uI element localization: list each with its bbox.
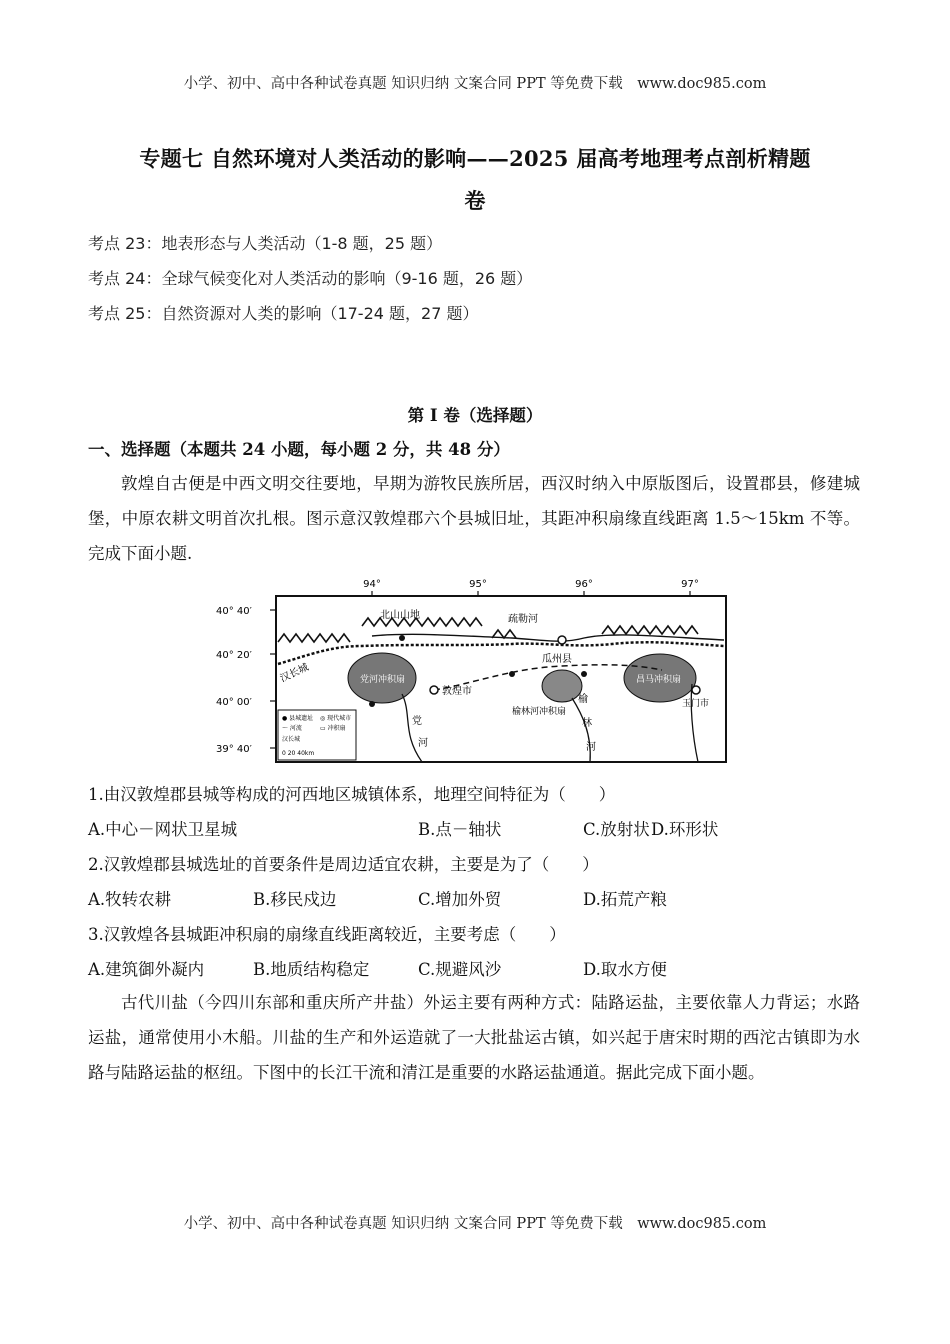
q2-option-d[interactable]: D.拓荒产粮 (583, 890, 667, 909)
label-dang-1: 党 (412, 716, 422, 727)
svg-text:● 县城遗址: ● 县城遗址 (282, 715, 314, 722)
label-danghe-fan: 党河冲积扇 (360, 675, 406, 685)
svg-text:0 20 40km: 0 20 40km (282, 750, 315, 757)
lon-label-96: 96° (575, 579, 593, 590)
yumen-marker (692, 686, 700, 694)
label-beishan: 北山山地 (380, 610, 420, 621)
svg-text:～ 河流: ～ 河流 (282, 725, 302, 732)
q2-option-a[interactable]: A.牧转农耕 (88, 890, 172, 909)
q3-option-c[interactable]: C.规避风沙 (418, 960, 502, 979)
label-yulin-3: 河 (586, 742, 596, 753)
q1-option-b[interactable]: B.点－轴状 (418, 820, 502, 839)
kaodian-25: 考点 25：自然资源对人类的影响（17-24 题，27 题） (88, 304, 479, 323)
label-yulinhe-fan: 榆林河冲积扇 (512, 707, 567, 717)
label-shule-river: 疏勒河 (508, 614, 538, 625)
label-han-wall: 汉长城 (278, 662, 311, 685)
yulinhe-fan (542, 670, 582, 702)
lat-label-40-20: 40° 20′ (216, 650, 252, 661)
q3-option-a[interactable]: A.建筑御外凝内 (88, 960, 205, 979)
passage-2: 古代川盐（今四川东部和重庆所产井盐）外运主要有两种方式：陆路运盐，主要依靠人力背运；水路运盐，通常使用小木船。川盐的生产和外运造就了一大批盐运古镇，如兴起于唐宋时期的西沱古镇即为水路与陆路运盐的枢纽。下图中的长江干流和清江是重要的水路运盐通道。据此完成下面小题。 (88, 993, 860, 1082)
lat-label-40-40: 40° 40′ (216, 606, 252, 617)
label-yulin-2: 林 (582, 718, 592, 729)
q1-option-a[interactable]: A.中心－网状卫星城 (88, 820, 238, 839)
question-3-stem: 3.汉敦煌各县城距冲积扇的扇缘直线距离较近，主要考虑（ ） (88, 925, 566, 944)
q3-option-b[interactable]: B.地质结构稳定 (253, 960, 370, 979)
label-dang-2: 河 (418, 738, 428, 749)
passage-1: 敦煌自古便是中西文明交往要地，早期为游牧民族所居，西汉时纳入中原版图后，设置郡县，修建城堡，中原农耕文明首次扎根。图示意汉敦煌郡六个县城旧址，其距冲积扇缘直线距离 1.5～15km 不等。完成下面小题. (88, 474, 860, 563)
label-dunhuang: 敦煌市 (442, 686, 472, 697)
dunhuang-city-marker (430, 686, 438, 694)
question-2-stem: 2.汉敦煌郡县城选址的首要条件是周边适宜农耕，主要是为了（ ） (88, 855, 599, 874)
q2-option-b[interactable]: B.移民戍边 (253, 890, 337, 909)
svg-text:汉长城: 汉长城 (282, 736, 301, 743)
site-marker (369, 701, 375, 707)
title-line-2: 卷 (464, 188, 486, 213)
svg-text:▭ 冲积扇: ▭ 冲积扇 (320, 725, 346, 732)
page-header: 小学、初中、高中各种试卷真题 知识归纳 文案合同 PPT 等免费下载 www.doc985.com (183, 76, 767, 92)
page-footer: 小学、初中、高中各种试卷真题 知识归纳 文案合同 PPT 等免费下载 www.doc985.com (183, 1216, 767, 1232)
lat-label-40-00: 40° 00′ (216, 697, 252, 708)
section-title: 一、选择题（本题共 24 小题，每小题 2 分，共 48 分） (88, 440, 510, 459)
site-marker (399, 635, 405, 641)
lon-label-95: 95° (469, 579, 487, 590)
lat-label-39-40: 39° 40′ (216, 744, 252, 755)
guazhou-marker (558, 636, 566, 644)
label-guazhou: 瓜州县 (542, 654, 572, 665)
q1-option-c[interactable]: C.放射状 (583, 820, 650, 839)
q1-option-d[interactable]: D.环形状 (651, 820, 719, 839)
label-changma-fan: 昌马冲积扇 (636, 675, 682, 685)
lon-label-94: 94° (363, 579, 381, 590)
site-marker (581, 671, 587, 677)
label-yumen: 玉门市 (682, 699, 710, 709)
question-1-stem: 1.由汉敦煌郡县城等构成的河西地区城镇体系，地理空间特征为（ ） (88, 785, 616, 804)
kaodian-24: 考点 24：全球气候变化对人类活动的影响（9-16 题，26 题） (88, 269, 533, 288)
kaodian-23: 考点 23：地表形态与人类活动（1-8 题，25 题） (88, 234, 443, 253)
dunhuang-map (212, 574, 732, 769)
q2-option-c[interactable]: C.增加外贸 (418, 890, 502, 909)
title-line-1: 专题七 自然环境对人类活动的影响——2025 届高考地理考点剖析精题 (139, 146, 811, 171)
label-yulin-1: 榆 (578, 694, 588, 705)
svg-text:◎ 现代城市: ◎ 现代城市 (320, 715, 352, 722)
site-marker (509, 671, 515, 677)
part-title: 第 I 卷（选择题） (407, 406, 543, 425)
q3-option-d[interactable]: D.取水方便 (583, 960, 667, 979)
lon-label-97: 97° (681, 579, 699, 590)
